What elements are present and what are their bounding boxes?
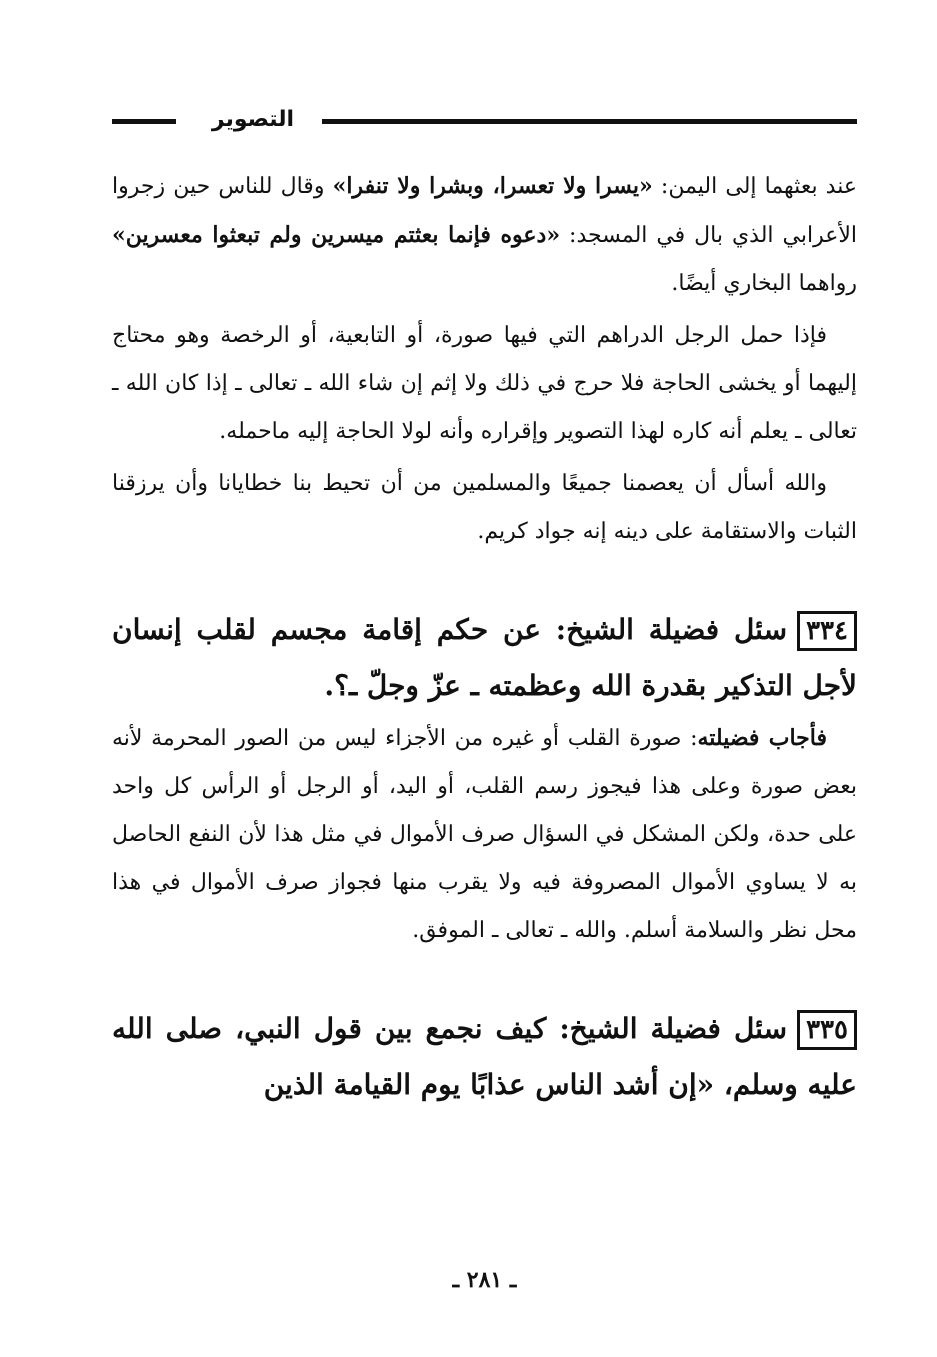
- answer-334: [112, 714, 857, 955]
- page-number: ـ ٢٨١ ـ: [452, 1267, 517, 1293]
- paragraph-hadith: [112, 162, 857, 308]
- book-page: [112, 92, 857, 1322]
- question-number-box: ٣٣٤: [797, 611, 857, 651]
- hadith-quote: «دعوه فإنما بعثتم ميسرين ولم تبعثوا معسرين»: [112, 222, 561, 248]
- header-rule-right: [322, 119, 857, 124]
- header-rule-left: [112, 119, 176, 124]
- answer-text: : صورة القلب أو غيره من الأجزاء ليس من الصور المحرمة لأنه بعض صورة وعلى هذا فيجوز رسم القلب، أو اليد، أو الرجل أو الرأس كل واحد على حدة، ولكن المشكل في السؤال صرف الأموال في مثل هذا لأن النفع الحاصل به لا يساوي الأموال المصروفة فيه ولا يقرب منها فجواز صرف الأموال في هذا محل نظر والسلامة أسلم. والله ـ تعالى ـ الموفق.: [112, 726, 857, 943]
- question-title: سئل فضيلة الشيخ: كيف نجمع بين قول النبي، صلى الله عليه وسلم، «إن أشد الناس عذابًا يوم القيامة الذين: [112, 1012, 857, 1101]
- page-body: [112, 162, 857, 1113]
- running-header: [112, 102, 857, 138]
- question-334: [112, 602, 857, 714]
- hadith-quote: «يسرا ولا تعسرا، وبشرا ولا تنفرا»: [332, 173, 653, 199]
- question-title: سئل فضيلة الشيخ: عن حكم إقامة مجسم لقلب إنسان لأجل التذكير بقدرة الله وعظمته ـ عزّ وجلّ ـ؟.: [112, 613, 857, 702]
- paragraph-supplication: والله أسأل أن يعصمنا جميعًا والمسلمين من أن تحيط بنا خطايانا وأن يرزقنا الثبات والاستقامة على دينه إنه جواد كريم.: [112, 471, 857, 544]
- paragraph-ruling: فإذا حمل الرجل الدراهم التي فيها صورة، أو التابعية، أو الرخصة وهو محتاج إليهما أو يخشى الحاجة فلا حرج في ذلك ولا إثم إن شاء الله ـ تعالى ـ إذا كان الله ـ تعالى ـ يعلم أنه كاره لهذا التصوير وإقراره وأنه لولا الحاجة إليه ماحمله.: [112, 323, 857, 444]
- text-span: وقال للناس حين زجروا الأعرابي الذي بال في المسجد:: [112, 174, 857, 248]
- text-span: رواهما البخاري أيضًا.: [671, 271, 857, 296]
- answer-label: فأجاب فضيلته: [697, 725, 828, 751]
- question-335: [112, 1001, 857, 1113]
- question-number-box: ٣٣٥: [797, 1010, 857, 1050]
- text-span: عند بعثهما إلى اليمن:: [652, 174, 857, 199]
- chapter-title: التصوير: [211, 107, 295, 132]
